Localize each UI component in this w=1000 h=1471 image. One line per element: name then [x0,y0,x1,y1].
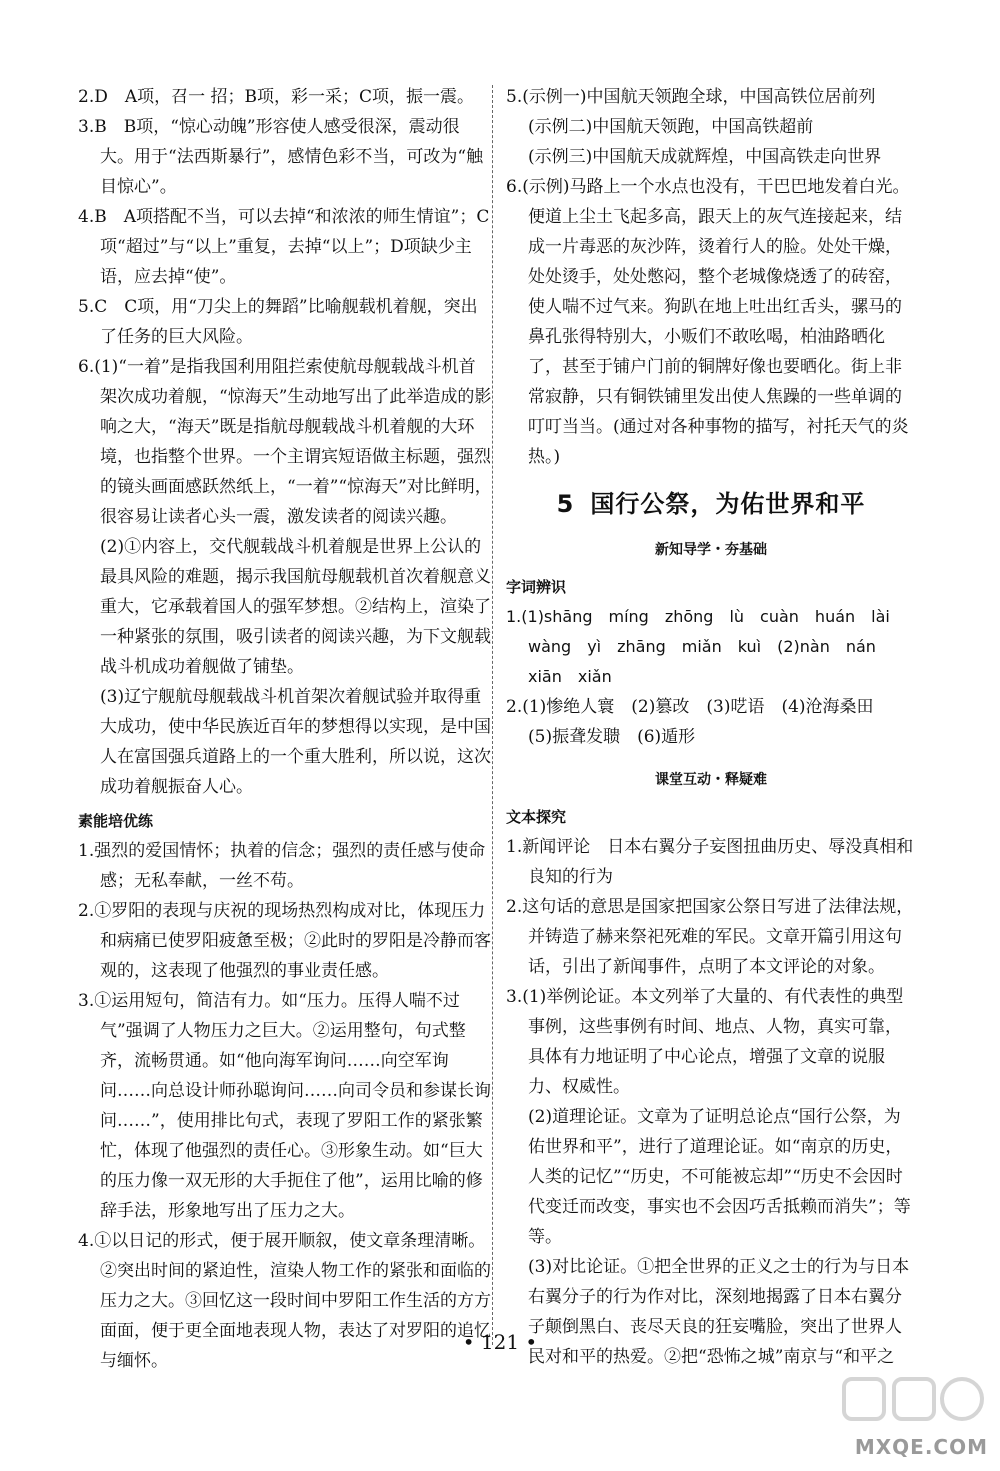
answer-item: 2.(1)惨绝人寰 (2)篡改 (3)呓语 (4)沧海桑田 [506,697,874,717]
pinyin-line: wàng yì zhāng miǎn kuì (2)nàn nán [528,637,876,656]
answer-item: 3.①运用短句，简洁有力。如“压力。压得人喘不过气”强调了人物压力之巨大。②运用整句，句式整齐，流畅贯通。如“他向海军询问……向空军询问……向总设计师孙聪询问……向司令员和参谋长询问……”，使用排比句式，表现了罗阳工作的紧张繁忙，体现了他强烈的责任心。③形象生动。如“巨大的压力像一双无形的大手扼住了他”，运用比喻的修辞手法，形象地写出了压力之大。 [78,991,491,1221]
answer-item: 5.(示例一)中国航天领跑全球，中国高铁位居前列 [506,87,876,107]
column-divider [492,85,493,1345]
section-heading: 素能培优练 [78,812,154,830]
answer-subitem: (2)①内容上，交代舰载战斗机着舰是世界上公认的最具风险的难题，揭示我国航母舰载机首次着舰意义重大，它承载着国人的强军梦想。②结构上，渲染了一种紧张的氛围，吸引读者的阅读兴趣，为下文舰载战斗机成功着舰做了铺垫。 [100,537,491,677]
answer-item: 6.(1)“一着”是指我国利用阻拦索使航母舰载战斗机首架次成功着舰，“惊海天”生动地写出了此举造成的影响之大，“海天”既是指航母舰载战斗机着舰的大环境，也指整个世界。一个主谓宾短语做主标题，强烈的镜头画面感跃然纸上，“一着”“惊海天”对比鲜明，很容易让读者心头一震，激发读者的阅读兴趣。 [78,357,492,527]
section-heading: 文本探究 [506,808,567,826]
lesson-title [506,486,916,522]
right-column [506,82,916,1372]
pinyin-line: xiān xiǎn [528,667,612,686]
section-band: 课堂互动・释疑难 [655,772,767,788]
answer-item: 3.B B项，“惊心动魄”形容使人感受很深，震动很大。用于“法西斯暴行”，感情色彩不当，可改为“触目惊心”。 [78,117,484,197]
answer-item: 4.①以日记的形式，便于展开顺叙，使文章条理清晰。 [78,1231,486,1251]
answer-item: 2.①罗阳的表现与庆祝的现场热烈构成对比，体现压力和病痛已使罗阳疲惫至极；②此时的罗阳是冷静而客观的，这表现了他强烈的事业责任感。 [78,901,491,981]
answer-item: 5.C C项，用“刀尖上的舞蹈”比喻舰载机着舰，突出了任务的巨大风险。 [78,297,478,347]
answer-subitem: ②突出时间的紧迫性，渲染人物工作的紧张和面临的压力之大。③回忆这一段时间中罗阳工作生活的方方面面，便于更全面地表现人物，表达了对罗阳的追忆与缅怀。 [100,1261,491,1371]
pinyin-line: 1.(1)shāng míng zhōng lù cuàn huán lài [506,607,890,626]
answer-subitem: (2)道理论证。文章为了证明总论点“国行公祭，为佑世界和平”，进行了道理论证。如“南京的历史，人类的记忆”“历史，不可能被忘却”“历史不会因时代变迁而改变，事实也不会因巧舌抵赖而消失”；等等。 [528,1107,911,1247]
section-band: 新知导学・夯基础 [655,542,767,558]
page-number: • 121 • [462,1330,538,1354]
answer-subitem: (3)对比论证。①把全世界的正义之士的行为与日本右翼分子的行为作对比，深刻地揭露了日本右翼分子颠倒黑白、丧尽天良的狂妄嘴脸，突出了世界人民对和平的热爱。②把“恐怖之城”南京与“和平之 [528,1257,910,1367]
answer-item: 2.这句话的意思是国家把国家公祭日写进了法律法规，并铸造了赫来祭祀死难的军民。文章开篇引用这句话，引出了新闻事件，点明了本文评论的对象。 [506,897,914,977]
answer-subitem: (5)振聋发聩 (6)遁形 [528,727,696,747]
answer-subitem: (示例三)中国航天成就辉煌，中国高铁走向世界 [528,147,882,167]
answer-item: 1.新闻评论 日本右翼分子妄图扭曲历史、辱没真相和良知的行为 [506,837,914,887]
lesson-number: 5 [556,490,575,518]
answer-subitem: (示例二)中国航天领跑，中国高铁超前 [528,117,814,137]
answer-subitem: (3)辽宁舰航母舰载战斗机首架次着舰试验并取得重大成功，使中华民族近百年的梦想得以实现，是中国人在富国强兵道路上的一个重大胜利，所以说，这次成功着舰振奋人心。 [100,687,491,797]
section-heading: 字词辨识 [506,578,567,596]
answer-item: 1.强烈的爱国情怀；执着的信念；强烈的责任感与使命感；无私奉献，一丝不苟。 [78,841,486,891]
watermark-text: MXQE.COM [854,1435,988,1459]
left-column [78,82,492,1376]
lesson-title-text: 国行公祭，为佑世界和平 [590,490,866,518]
answer-item: 2.D A项，召一 招；B项，彩一采；C项，振一震。 [78,87,475,107]
answer-item: 4.B A项搭配不当，可以去掉“和浓浓的师生情谊”；C项“超过”与“以上”重复，去掉“以上”；D项缺少主语，应去掉“使”。 [78,207,490,287]
answer-item: 6.(示例)马路上一个水点也没有，干巴巴地发着白光。便道上尘土飞起多高，跟天上的灰气连接起来，结成一片毒恶的灰沙阵，烫着行人的脸。处处干燥，处处烫手，处处憋闷，整个老城像烧透了的砖窑，使人喘不过气来。狗趴在地上吐出红舌头，骡马的鼻孔张得特别大，小贩们不敢吆喝，柏油路晒化了，甚至于铺户门前的铜牌好像也要晒化。街上非常寂静，只有铜铁铺里发出使人焦躁的一些单调的叮叮当当。(通过对各种事物的描写，衬托天气的炎热。) [506,177,910,467]
answer-item: 3.(1)举例论证。本文列举了大量的、有代表性的典型事例，这些事例有时间、地点、人物，真实可靠，具体有力地证明了中心论点，增强了文章的说服力、权威性。 [506,987,904,1097]
